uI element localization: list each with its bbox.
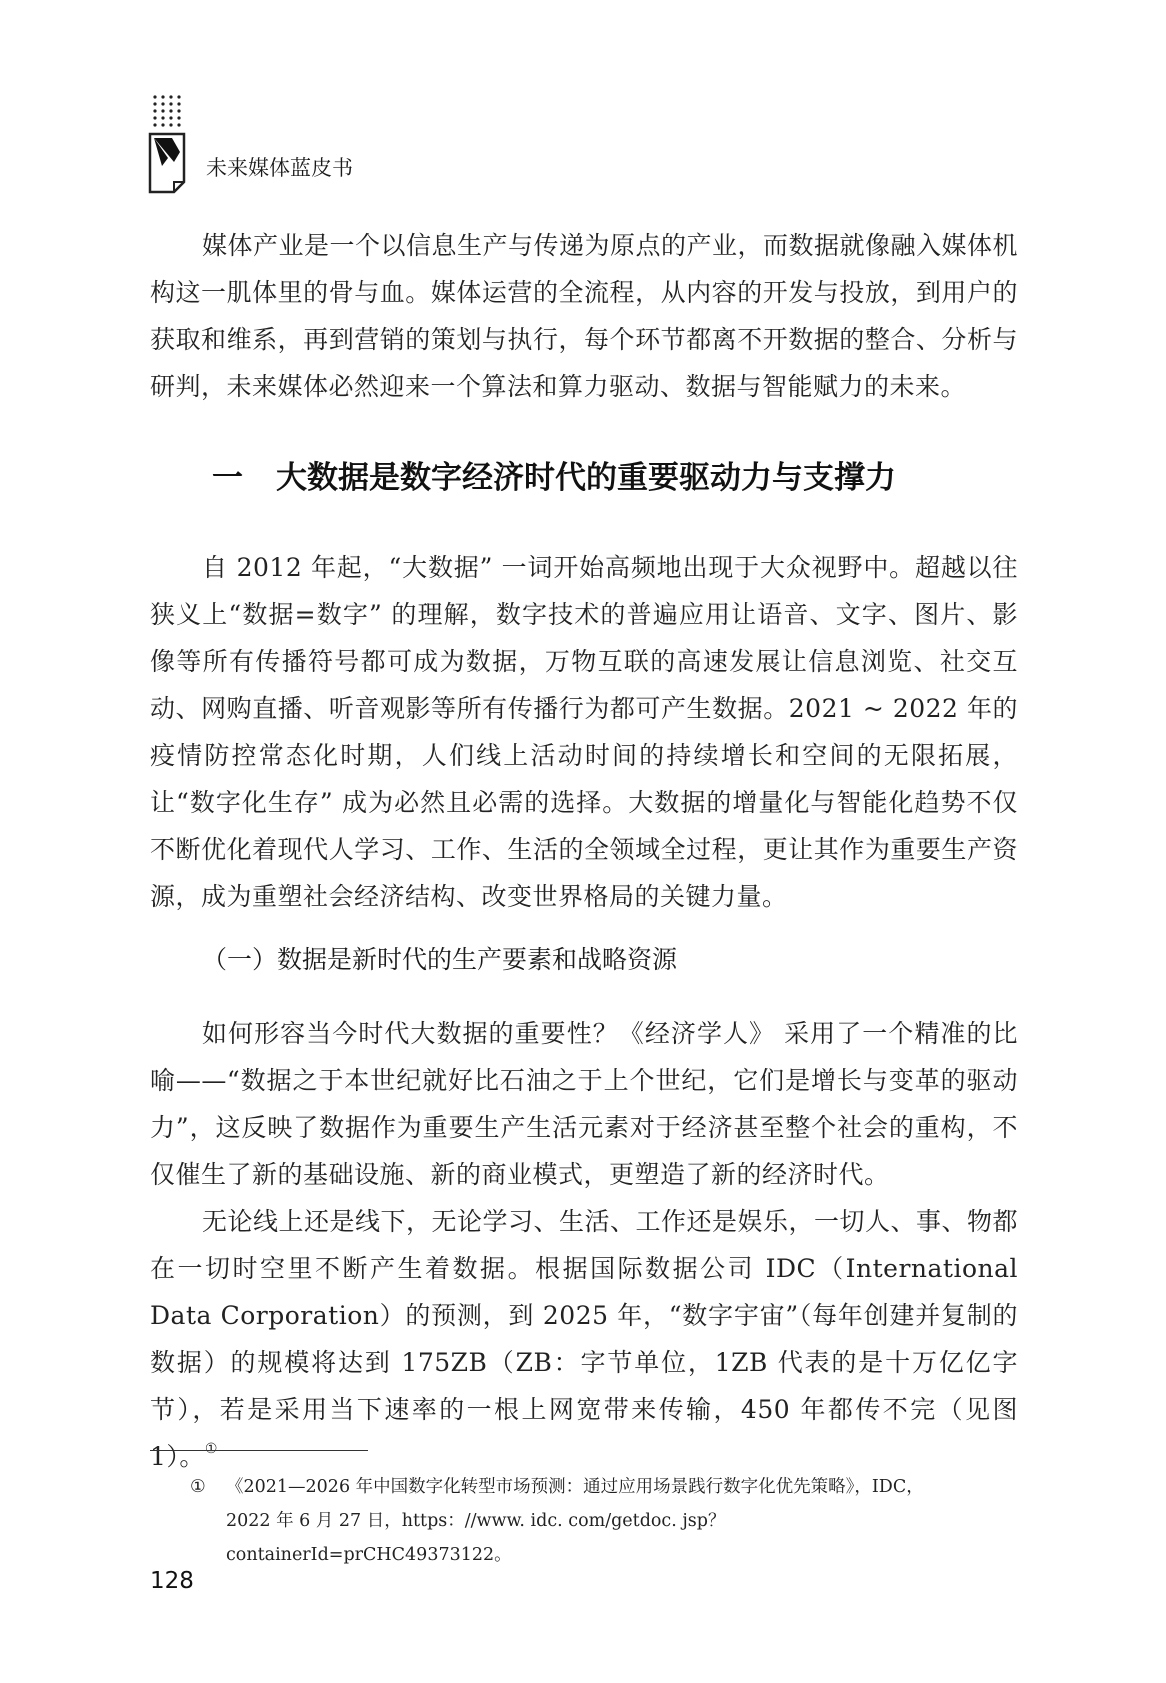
series-title: 未来媒体蓝皮书 (206, 156, 353, 180)
running-header (148, 94, 408, 204)
footnote-mark: ① (190, 1477, 206, 1497)
footnote (190, 1470, 1015, 1572)
dot-grid-icon (152, 94, 188, 128)
section-number: 一 (212, 460, 243, 496)
subsection-paragraph-2-text: 无论线上还是线下，无论学习、生活、工作还是娱乐，一切人、事、物都在一切时空里不断产生着数据。根据国际数据公司 IDC（International Data Corporation）的预测，到 2025 年，“数字宇宙”（每年创建并复制的数据）的规模将达到 175ZB（ZB：字节单位，1ZB 代表的是十万亿亿字节），若是采用当下速率的一根上网宽带来传输，450 年都传不完（见图 1）。 (150, 1207, 1019, 1471)
section-heading (212, 452, 896, 497)
page-number: 128 (150, 1568, 194, 1594)
subsection-paragraph-1: 如何形容当今时代大数据的重要性？《经济学人》 采用了一个精准的比喻——“数据之于本世纪就好比石油之于上个世纪，它们是增长与变革的驱动力”，这反映了数据作为重要生产生活元素对于经济甚至整个社会的重构，不仅催生了新的基础设施、新的商业模式，更塑造了新的经济时代。 (150, 1019, 1018, 1189)
section-title: 大数据是数字经济时代的重要驱动力与支撑力 (276, 460, 896, 496)
folded-document-icon (148, 132, 194, 194)
footnote-line-1: 《2021—2026 年中国数字化转型市场预测：通过应用场景践行数字化优先策略》，IDC， (226, 1477, 924, 1497)
section-paragraph: 自 2012 年起，“大数据” 一词开始高频地出现于大众视野中。超越以往狭义上“数据=数字” 的理解，数字技术的普遍应用让语音、文字、图片、影像等所有传播符号都可成为数据，万物互联的高速发展让信息浏览、社交互动、网购直播、听音观影等所有传播行为都可产生数据。2021 ~ 2022 年的疫情防控常态化时期，人们线上活动时间的持续增长和空间的无限拓展，让“数字化生存” 成为必然且必需的选择。大数据的增量化与智能化趋势不仅不断优化着现代人学习、工作、生活的全领域全过程，更让其作为重要生产资源，成为重塑社会经济结构、改变世界格局的关键力量。 (150, 553, 1018, 911)
footnote-line-2: 2022 年 6 月 27 日，https：//www. idc. com/getdoc. jsp？ containerId=prCHC49373122。 (226, 1511, 726, 1565)
footnote-divider (150, 1450, 368, 1451)
subsection-heading: （一）数据是新时代的生产要素和战略资源 (202, 945, 678, 974)
footnote-reference[interactable]: ① (204, 1441, 218, 1457)
intro-paragraph: 媒体产业是一个以信息生产与传递为原点的产业，而数据就像融入媒体机构这一肌体里的骨与血。媒体运营的全流程，从内容的开发与投放，到用户的获取和维系，再到营销的策划与执行，每个环节都离不开数据的整合、分析与研判，未来媒体必然迎来一个算法和算力驱动、数据与智能赋力的未来。 (150, 231, 1019, 401)
subsection-paragraph-2 (150, 1198, 1018, 1480)
